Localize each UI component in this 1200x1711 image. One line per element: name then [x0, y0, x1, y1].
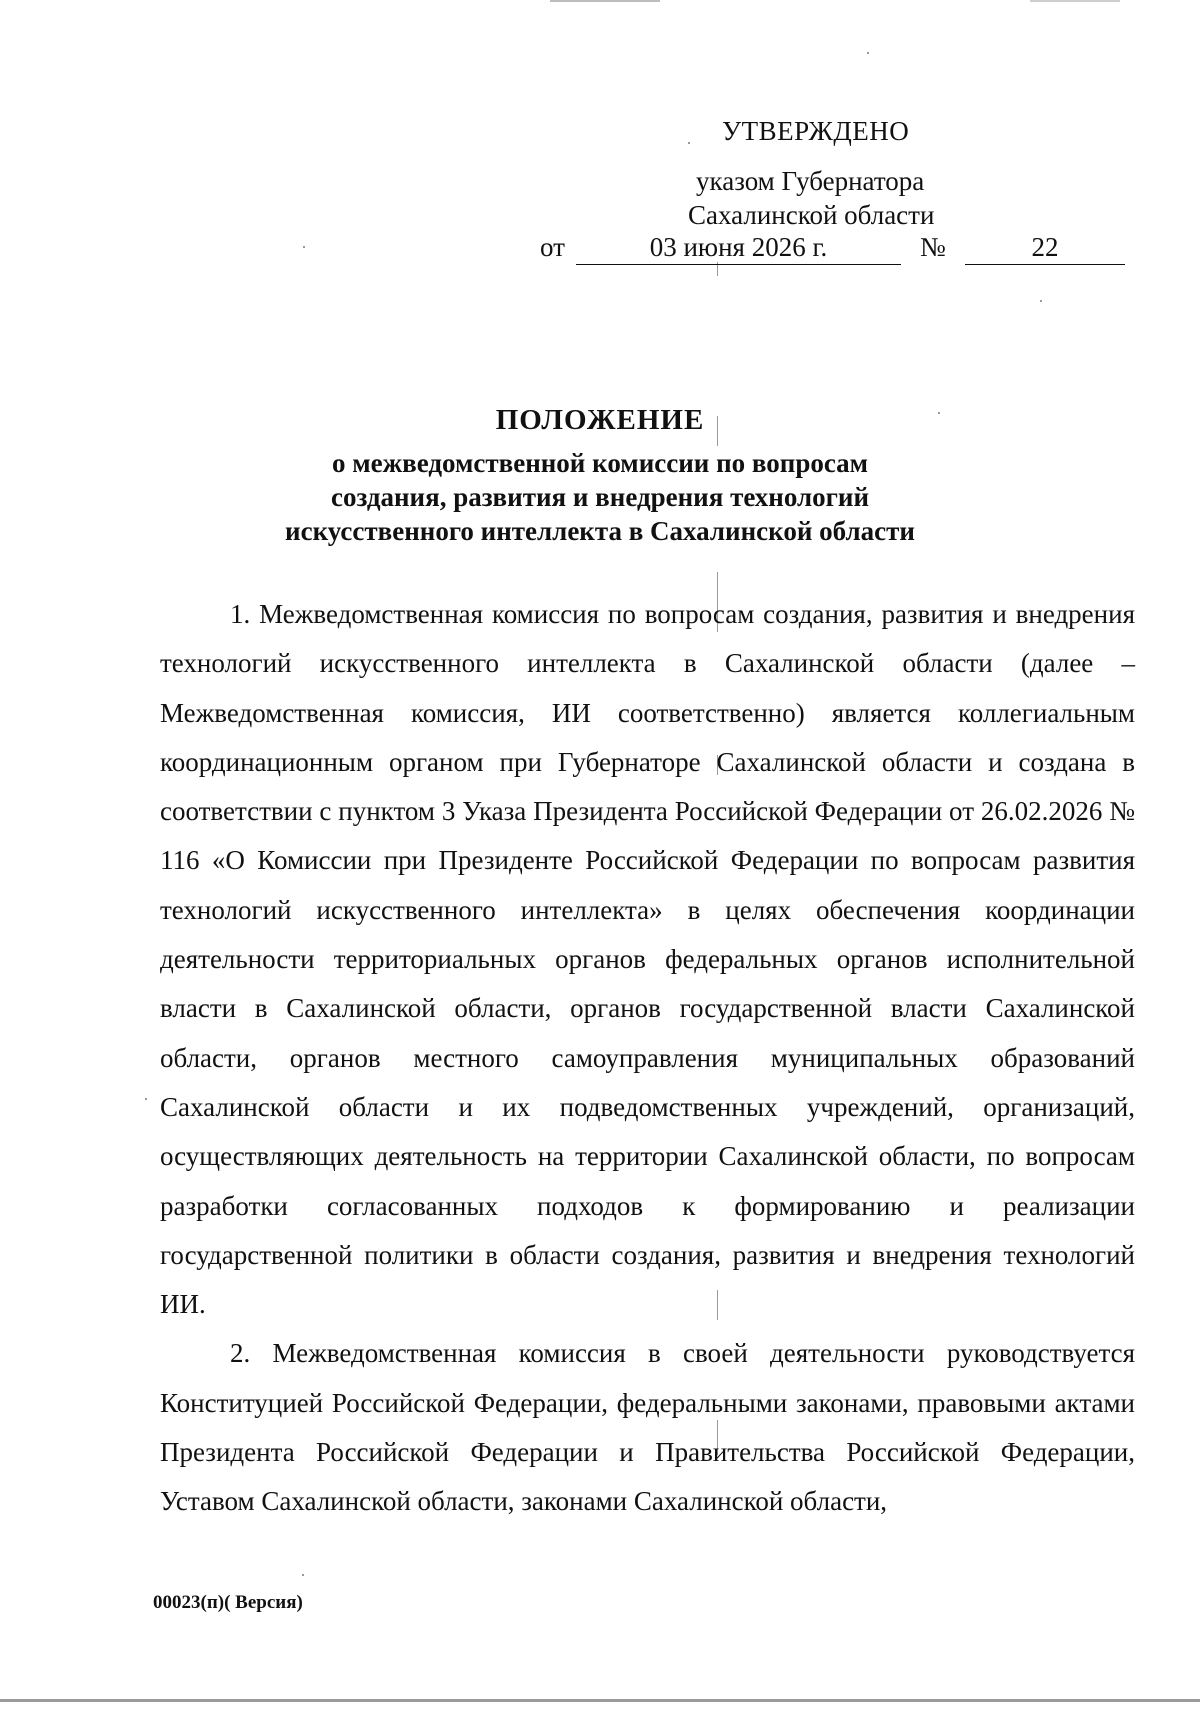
paragraph-2: 2. Межведомственная комиссия в своей деятельности руководствуется Конституцией Российской Федерации, федеральными законами, правовыми актами Президента Российской Федерации и Правительства Российской Федерации, Уставом Сахалинской области, законами Сахалинской области, — [160, 1338, 1135, 1517]
scan-speck — [867, 52, 869, 54]
decree-number: 22 — [965, 230, 1125, 265]
paragraph-1: 1. Межведомственная комиссия по вопросам создания, развития и внедрения технологий искусственного интеллекта в Сахалинской области (далее – Межведомственная комиссия, ИИ соответственно) является коллегиальным координационным органом при Губернаторе Сахалинской области и создана в соответствии с пунктом 3 Указа Президента Российской Федерации от 26.02.2026 № 116 «О Комиссии при Президенте Российской Федерации по вопросам развития технологий искусственного интеллекта» в целях обеспечения координации деятельности территориальных органов федеральных органов исполнительной власти в Сахалинской области, органов государственной власти Сахалинской области, органов местного самоуправления муниципальных образований Сахалинской области и их подведомственных учреждений, организаций, осуществляющих деятельность на территории Сахалинской области, по вопросам разработки согласованных подходов к формированию и реализации государственной политики в области создания, развития и внедрения технологий ИИ. — [160, 599, 1135, 1320]
scan-edge-line — [550, 0, 660, 2]
scan-speck — [303, 246, 305, 248]
from-label: от — [540, 232, 565, 262]
decree-region: Сахалинской области — [688, 200, 935, 230]
scan-speck — [302, 1574, 304, 1576]
decree-date-row — [520, 230, 1130, 270]
document-subtitle — [140, 446, 1060, 548]
scan-edge-line — [1030, 0, 1120, 2]
document-heading — [140, 400, 1060, 548]
document-body — [160, 590, 1135, 1527]
scan-speck — [145, 1098, 147, 1100]
subtitle-line: о межведомственной комиссии по вопросам — [331, 448, 869, 478]
scan-speck — [688, 142, 690, 144]
subtitle-line: искусственного интеллекта в Сахалинской области — [285, 516, 915, 546]
subtitle-line: создания, развития и внедрения технологий — [330, 482, 870, 512]
number-label: № — [920, 232, 946, 262]
decree-date: 03 июня 2026 г. — [576, 230, 901, 265]
document-title: ПОЛОЖЕНИЕ — [495, 404, 705, 436]
decree-authority: указом Губернатора — [696, 166, 925, 196]
scan-edge-line — [0, 1699, 1200, 1702]
scan-speck — [1040, 300, 1042, 302]
form-code: 00023(п)( Версия) — [153, 1592, 303, 1613]
approval-title: УТВЕРЖДЕНО — [722, 116, 910, 146]
